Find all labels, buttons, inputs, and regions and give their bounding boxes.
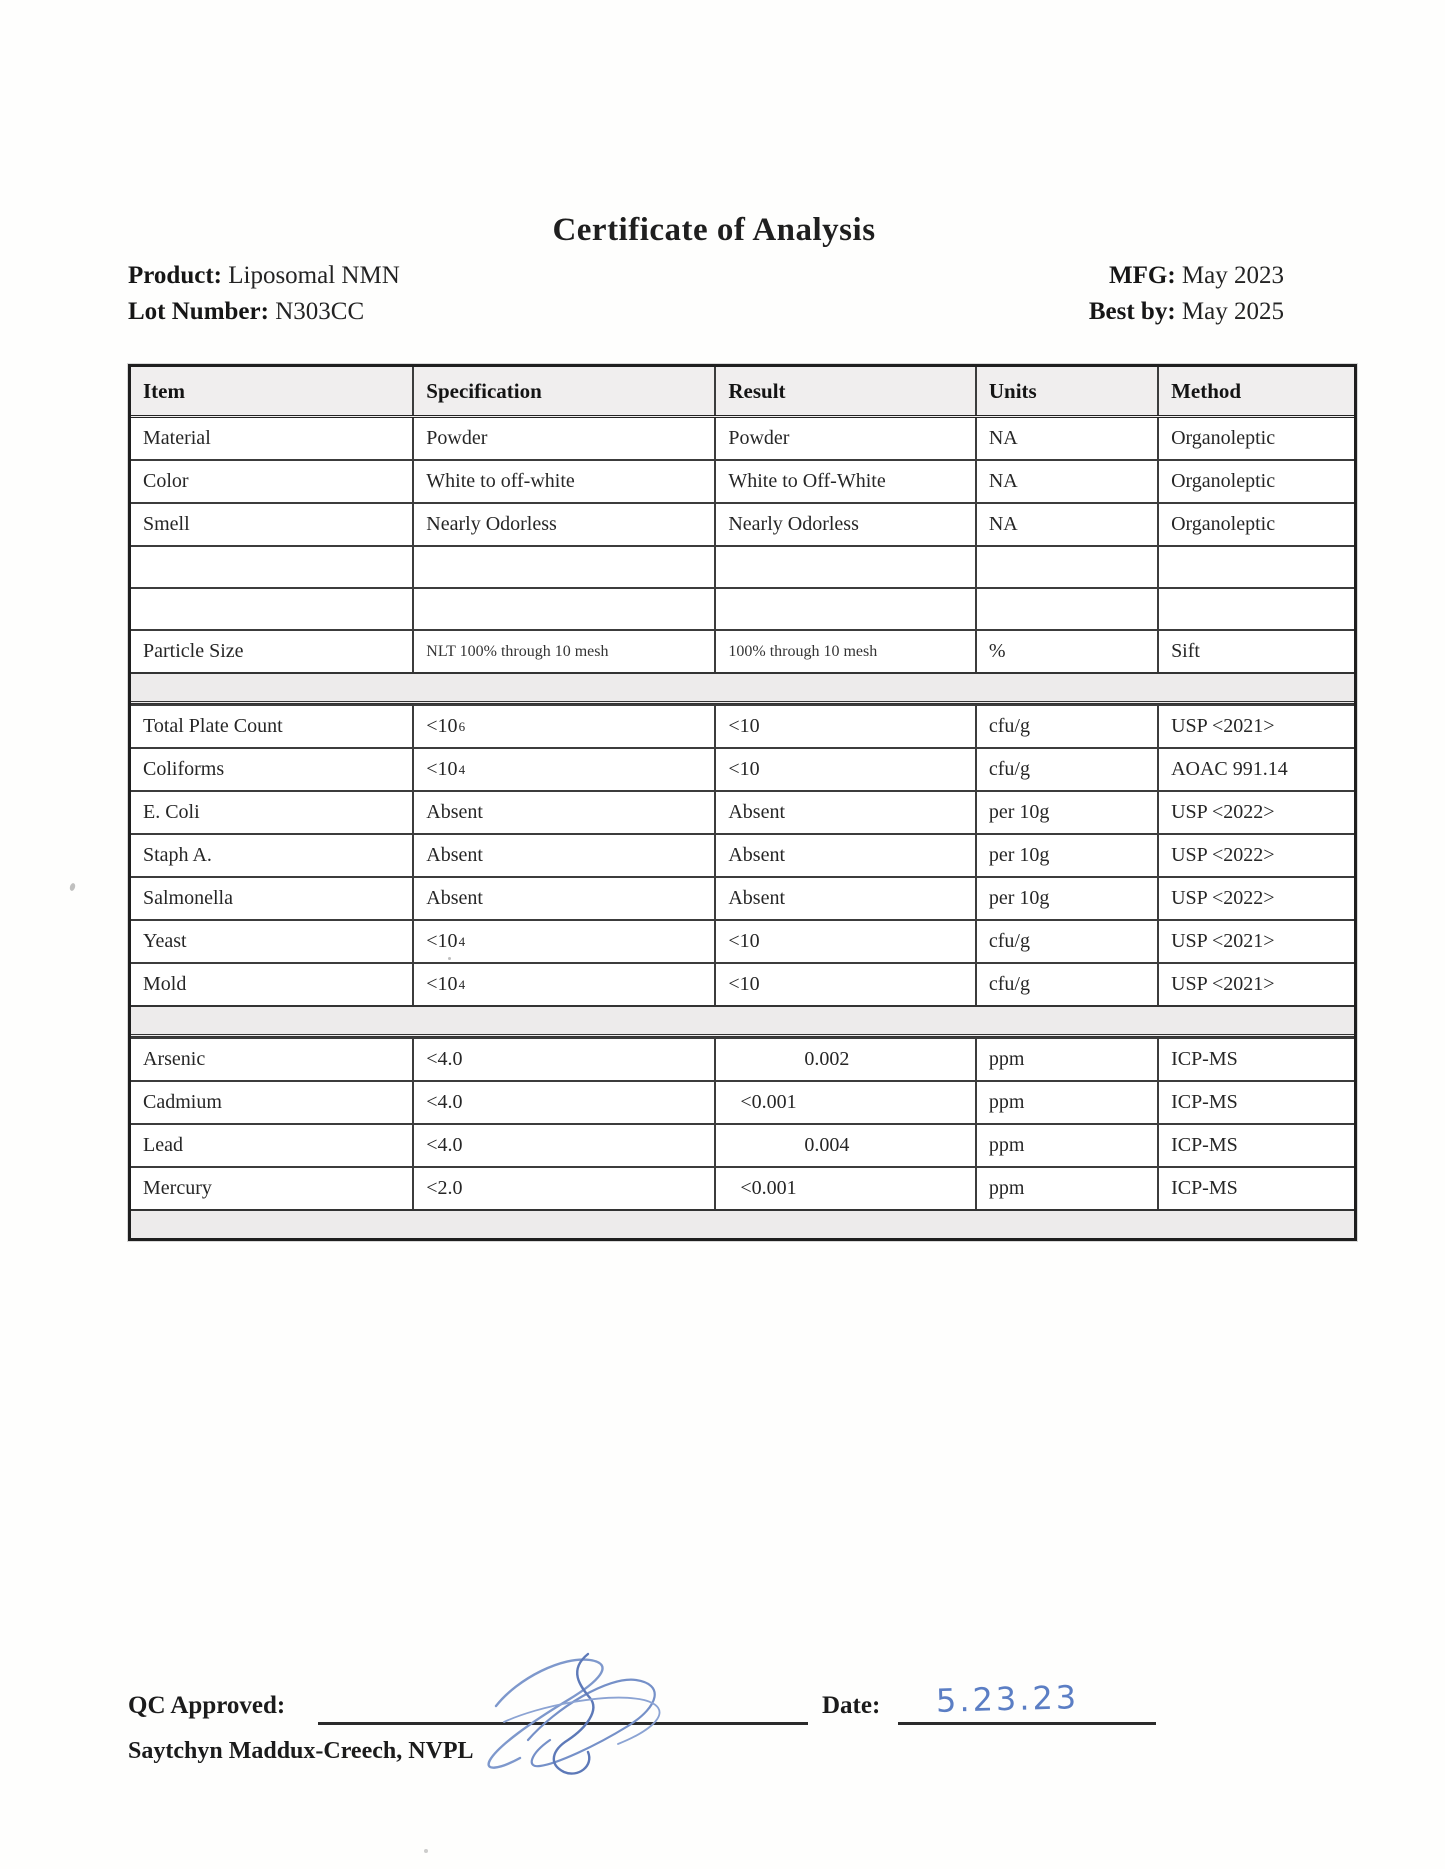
cell-method: Organoleptic bbox=[1157, 461, 1354, 502]
lot-value: N303CC bbox=[275, 298, 365, 325]
cell-units: per 10g bbox=[975, 878, 1157, 919]
table-row bbox=[131, 1166, 1354, 1209]
cell-result: <10 bbox=[714, 921, 974, 962]
header-cell-units: Units bbox=[975, 367, 1157, 415]
date-label: Date: bbox=[822, 1692, 881, 1719]
cell-spec: Nearly Odorless bbox=[412, 504, 714, 545]
table-separator bbox=[131, 1209, 1354, 1238]
table-row bbox=[131, 418, 1354, 459]
scan-artifact-dot bbox=[448, 957, 451, 960]
cell-units: ppm bbox=[975, 1082, 1157, 1123]
cell-result: Absent bbox=[714, 792, 974, 833]
cell-item: Color bbox=[143, 470, 189, 492]
cell-spec: Absent bbox=[412, 792, 714, 833]
cell-item bbox=[131, 547, 412, 587]
cell-item: Material bbox=[143, 427, 211, 449]
product-value: Liposomal NMN bbox=[228, 262, 400, 289]
cell-method: USP <2022> bbox=[1157, 792, 1354, 833]
cell-method: AOAC 991.14 bbox=[1157, 749, 1354, 790]
coa-table-body bbox=[131, 418, 1354, 1238]
mfg-line bbox=[1089, 258, 1284, 294]
cell-units: per 10g bbox=[975, 835, 1157, 876]
cell-item: Smell bbox=[143, 513, 190, 535]
signature-ink bbox=[468, 1648, 693, 1793]
cell-units: NA bbox=[975, 504, 1157, 545]
table-row bbox=[131, 919, 1354, 962]
cell-method: ICP-MS bbox=[1157, 1125, 1354, 1166]
cell-method: USP <2021> bbox=[1157, 964, 1354, 1005]
cell-spec: Absent bbox=[412, 835, 714, 876]
table-row bbox=[131, 629, 1354, 672]
cell-method: Sift bbox=[1157, 631, 1354, 672]
table-row-empty bbox=[131, 587, 1354, 629]
cell-result bbox=[714, 547, 974, 587]
product-line bbox=[128, 258, 400, 294]
table-row bbox=[131, 704, 1354, 747]
cell-result: Powder bbox=[714, 418, 974, 459]
cell-method: USP <2021> bbox=[1157, 706, 1354, 747]
cell-method: ICP-MS bbox=[1157, 1039, 1354, 1080]
table-row bbox=[131, 790, 1354, 833]
cell-result: 100% through 10 mesh bbox=[714, 631, 974, 672]
lot-line bbox=[128, 294, 400, 330]
table-row bbox=[131, 1037, 1354, 1080]
qc-approver-name: Saytchyn Maddux-Creech, NVPL bbox=[128, 1738, 474, 1764]
cell-method: ICP-MS bbox=[1157, 1082, 1354, 1123]
cell-item: Mold bbox=[143, 973, 187, 995]
cell-method: USP <2022> bbox=[1157, 835, 1354, 876]
mfg-value: May 2023 bbox=[1181, 262, 1284, 289]
cell-units: ppm bbox=[975, 1125, 1157, 1166]
cell-spec: <4.0 bbox=[412, 1125, 714, 1166]
cell-units: NA bbox=[975, 418, 1157, 459]
cell-spec: <10 6 bbox=[412, 706, 714, 747]
cell-spec bbox=[412, 589, 714, 629]
table-row bbox=[131, 962, 1354, 1005]
cell-method: USP <2022> bbox=[1157, 878, 1354, 919]
table-row bbox=[131, 833, 1354, 876]
bestby-label: Best by: bbox=[1088, 298, 1176, 325]
bestby-line bbox=[1089, 294, 1284, 330]
table-row-empty bbox=[131, 545, 1354, 587]
cell-result: 0.004 bbox=[714, 1125, 974, 1166]
table-header-row bbox=[131, 367, 1354, 418]
cell-result: <10 bbox=[714, 749, 974, 790]
cell-spec: White to off-white bbox=[412, 461, 714, 502]
cell-units: cfu/g bbox=[975, 749, 1157, 790]
header-cell-result: Result bbox=[714, 367, 974, 415]
cell-spec: <4.0 bbox=[412, 1039, 714, 1080]
handwritten-date: 5.23.23 bbox=[935, 1678, 1080, 1720]
cell-units: cfu/g bbox=[975, 921, 1157, 962]
cell-item: Arsenic bbox=[143, 1048, 206, 1070]
cell-item: Mercury bbox=[143, 1177, 212, 1199]
cell-result: <10 bbox=[714, 964, 974, 1005]
mfg-bestby-block bbox=[1089, 258, 1284, 330]
cell-method bbox=[1157, 547, 1354, 587]
product-label: Product: bbox=[128, 262, 222, 289]
cell-method: Organoleptic bbox=[1157, 418, 1354, 459]
cell-units bbox=[975, 589, 1157, 629]
table-row bbox=[131, 747, 1354, 790]
cell-spec: <10 4 bbox=[412, 964, 714, 1005]
cell-units: ppm bbox=[975, 1039, 1157, 1080]
cell-result bbox=[714, 589, 974, 629]
table-row bbox=[131, 502, 1354, 545]
date-line bbox=[898, 1722, 1156, 1725]
cell-spec: Absent bbox=[412, 878, 714, 919]
mfg-label: MFG: bbox=[1109, 262, 1176, 289]
cell-spec: <10 4 bbox=[412, 921, 714, 962]
cell-item: Yeast bbox=[143, 930, 187, 952]
cell-units: cfu/g bbox=[975, 964, 1157, 1005]
cell-result: White to Off-White bbox=[714, 461, 974, 502]
product-lot-block bbox=[128, 258, 400, 330]
scan-artifact-dot bbox=[69, 882, 76, 891]
cell-units: per 10g bbox=[975, 792, 1157, 833]
cell-units bbox=[975, 547, 1157, 587]
table-row bbox=[131, 876, 1354, 919]
bestby-value: May 2025 bbox=[1181, 298, 1284, 325]
cell-item bbox=[131, 589, 412, 629]
cell-result: Absent bbox=[714, 835, 974, 876]
cell-spec: <2.0 bbox=[412, 1168, 714, 1209]
table-row bbox=[131, 459, 1354, 502]
coa-table bbox=[128, 364, 1357, 1241]
cell-item: Total Plate Count bbox=[143, 715, 283, 737]
cell-result: <10 bbox=[714, 706, 974, 747]
cell-spec: <10 4 bbox=[412, 749, 714, 790]
table-row bbox=[131, 1080, 1354, 1123]
cell-item: Particle Size bbox=[143, 640, 244, 662]
cell-item: Lead bbox=[143, 1134, 183, 1156]
cell-result: <0.001 bbox=[714, 1168, 974, 1209]
cell-spec bbox=[412, 547, 714, 587]
cell-spec: NLT 100% through 10 mesh bbox=[412, 631, 714, 672]
cell-item: E. Coli bbox=[143, 801, 200, 823]
cell-item: Staph A. bbox=[143, 844, 212, 866]
cell-spec: <4.0 bbox=[412, 1082, 714, 1123]
cell-item: Cadmium bbox=[143, 1091, 222, 1113]
cell-result: Nearly Odorless bbox=[714, 504, 974, 545]
page-title: Certificate of Analysis bbox=[552, 212, 876, 248]
cell-method: ICP-MS bbox=[1157, 1168, 1354, 1209]
cell-units: NA bbox=[975, 461, 1157, 502]
cell-spec: Powder bbox=[412, 418, 714, 459]
cell-item: Coliforms bbox=[143, 758, 225, 780]
scan-artifact-dot bbox=[424, 1849, 428, 1853]
table-separator bbox=[131, 1005, 1354, 1037]
cell-method: Organoleptic bbox=[1157, 504, 1354, 545]
cell-result: Absent bbox=[714, 878, 974, 919]
cell-units: cfu/g bbox=[975, 706, 1157, 747]
cell-units: ppm bbox=[975, 1168, 1157, 1209]
header-info bbox=[128, 258, 1284, 330]
qc-approved-label: QC Approved: bbox=[128, 1692, 286, 1719]
cell-method: USP <2021> bbox=[1157, 921, 1354, 962]
cell-item: Salmonella bbox=[143, 887, 233, 909]
header-cell-method: Method bbox=[1157, 367, 1354, 415]
cell-method bbox=[1157, 589, 1354, 629]
lot-label: Lot Number: bbox=[128, 298, 269, 325]
header-cell-item: Item bbox=[143, 378, 185, 403]
cell-result: 0.002 bbox=[714, 1039, 974, 1080]
table-separator bbox=[131, 672, 1354, 704]
header-cell-specification: Specification bbox=[412, 367, 714, 415]
table-row bbox=[131, 1123, 1354, 1166]
cell-result: <0.001 bbox=[714, 1082, 974, 1123]
cell-units: % bbox=[975, 631, 1157, 672]
